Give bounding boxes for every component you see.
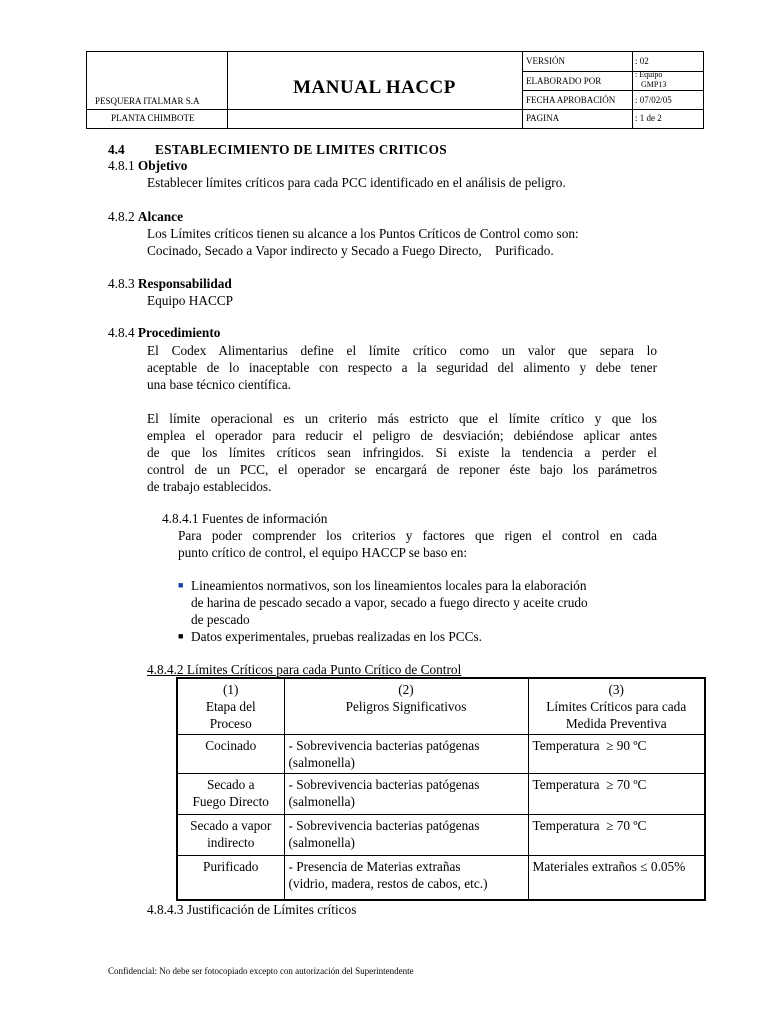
version-value: : 02: [635, 56, 649, 66]
limite-cell: Temperatura ≥ 90 ºC: [528, 735, 705, 774]
table-row: [177, 815, 705, 856]
procedimiento-p2-line-4: control de un PCC, el operador se encargará de reponer éste bajo los parámetros: [147, 462, 657, 477]
peligro-cell: - Sobrevivencia bacterias patógenas (salmonella): [284, 774, 528, 815]
section-title: ESTABLECIMIENTO DE LIMITES CRITICOS: [155, 142, 447, 157]
alcance-heading: 4.8.2 Alcance: [108, 209, 183, 224]
bullet2-text: Datos experimentales, pruebas realizadas en los PCCs.: [191, 629, 482, 644]
author-label: ELABORADO POR: [526, 76, 602, 86]
plant-name: PLANTA CHIMBOTE: [111, 113, 195, 123]
manual-title: MANUAL HACCP: [293, 77, 456, 98]
peligro-cell: - Sobrevivencia bacterias patógenas (salmonella): [284, 735, 528, 774]
fuentes-line-1: Para poder comprender los criterios y factores que rigen el control en cada: [178, 528, 657, 543]
page-label: PAGINA: [526, 113, 560, 123]
approval-date-value: : 07/02/05: [635, 95, 672, 105]
bullet1-line-1: Lineamientos normativos, son los lineamientos locales para la elaboración: [191, 578, 587, 593]
version-label: VERSIÓN: [526, 56, 566, 66]
page-value: : 1 de 2: [635, 113, 662, 123]
etapa-cell: Secado a Fuego Directo: [177, 774, 284, 815]
limites-heading: 4.8.4.2 Límites Críticos para cada Punto Crítico de Control: [147, 662, 462, 677]
etapa-cell: Cocinado: [177, 735, 284, 774]
alcance-line-1: Los Límites críticos tienen su alcance a los Puntos Críticos de Control como son:: [147, 226, 579, 241]
limite-cell: Temperatura ≥ 70 ºC: [528, 774, 705, 815]
bullet-square-icon: ■: [178, 631, 184, 641]
procedimiento-p2-line-1: El límite operacional es un criterio más estricto que el límite crítico y que los: [147, 411, 657, 426]
etapa-cell: Secado a vapor indirecto: [177, 815, 284, 856]
responsabilidad-heading: 4.8.3 Responsabilidad: [108, 276, 232, 291]
objetivo-heading: 4.8.1 Objetivo: [108, 158, 188, 173]
company-name: PESQUERA ITALMAR S.A: [95, 96, 200, 106]
section-number: 4.4: [108, 142, 125, 157]
bullet-square-icon: ■: [178, 580, 184, 590]
limite-cell: Temperatura ≥ 70 ºC: [528, 815, 705, 856]
procedimiento-p1-line-3: una base técnico científica.: [147, 377, 291, 392]
procedimiento-p2-line-2: emplea el operador para reducir el peligro de desviación; debiéndose aplicar antes: [147, 428, 657, 443]
justificacion-heading: 4.8.4.3 Justificación de Límites críticos: [147, 902, 357, 917]
procedimiento-p2-line-3: de que los límites críticos sean infringidos. Si existe la tendencia a perder el: [147, 445, 657, 460]
confidential-footer: Confidencial: No debe ser fotocopiado excepto con autorización del Superintendente: [108, 966, 414, 976]
procedimiento-heading: 4.8.4 Procedimiento: [108, 325, 221, 340]
procedimiento-p2-line-5: de trabajo establecidos.: [147, 479, 272, 494]
document-header: [86, 51, 704, 129]
approval-date-label: FECHA APROBACIÓN: [526, 95, 616, 105]
author-value-line1: : Equipo: [635, 70, 663, 79]
fuentes-line-2: punto crítico de control, el equipo HACCP se baso en:: [178, 545, 468, 560]
fuentes-heading: 4.8.4.1 Fuentes de información: [162, 511, 328, 526]
procedimiento-p1-line-2: aceptable de lo inaceptable con respecto a la seguridad del alimento y debe tener: [147, 360, 657, 375]
col-header-peligros: (2) Peligros Significativos: [284, 678, 528, 735]
author-value-line2: GMP13: [641, 80, 667, 89]
procedimiento-p1-line-1: El Codex Alimentarius define el límite crítico como un valor que separa lo: [147, 343, 657, 358]
objetivo-text: Establecer límites críticos para cada PCC identificado en el análisis de peligro.: [147, 175, 566, 190]
limites-table: [176, 677, 706, 901]
table-row: [177, 735, 705, 774]
limite-cell: Materiales extraños ≤ 0.05%: [528, 856, 705, 900]
col-header-limites: (3) Límites Críticos para cada Medida Preventiva: [528, 678, 705, 735]
peligro-cell: - Presencia de Materias extrañas (vidrio, madera, restos de cabos, etc.): [284, 856, 528, 900]
bullet1-line-3: de pescado: [191, 612, 250, 627]
etapa-cell: Purificado: [177, 856, 284, 900]
bullet1-line-2: de harina de pescado secado a vapor, secado a fuego directo y aceite crudo: [191, 595, 588, 610]
responsabilidad-text: Equipo HACCP: [147, 293, 234, 308]
table-row: [177, 774, 705, 815]
col-header-etapa: (1) Etapa del Proceso: [177, 678, 284, 735]
table-header-row: [177, 678, 705, 735]
alcance-line-2: Cocinado, Secado a Vapor indirecto y Secado a Fuego Directo, Purificado.: [147, 243, 554, 258]
peligro-cell: - Sobrevivencia bacterias patógenas (salmonella): [284, 815, 528, 856]
table-row: [177, 856, 705, 900]
